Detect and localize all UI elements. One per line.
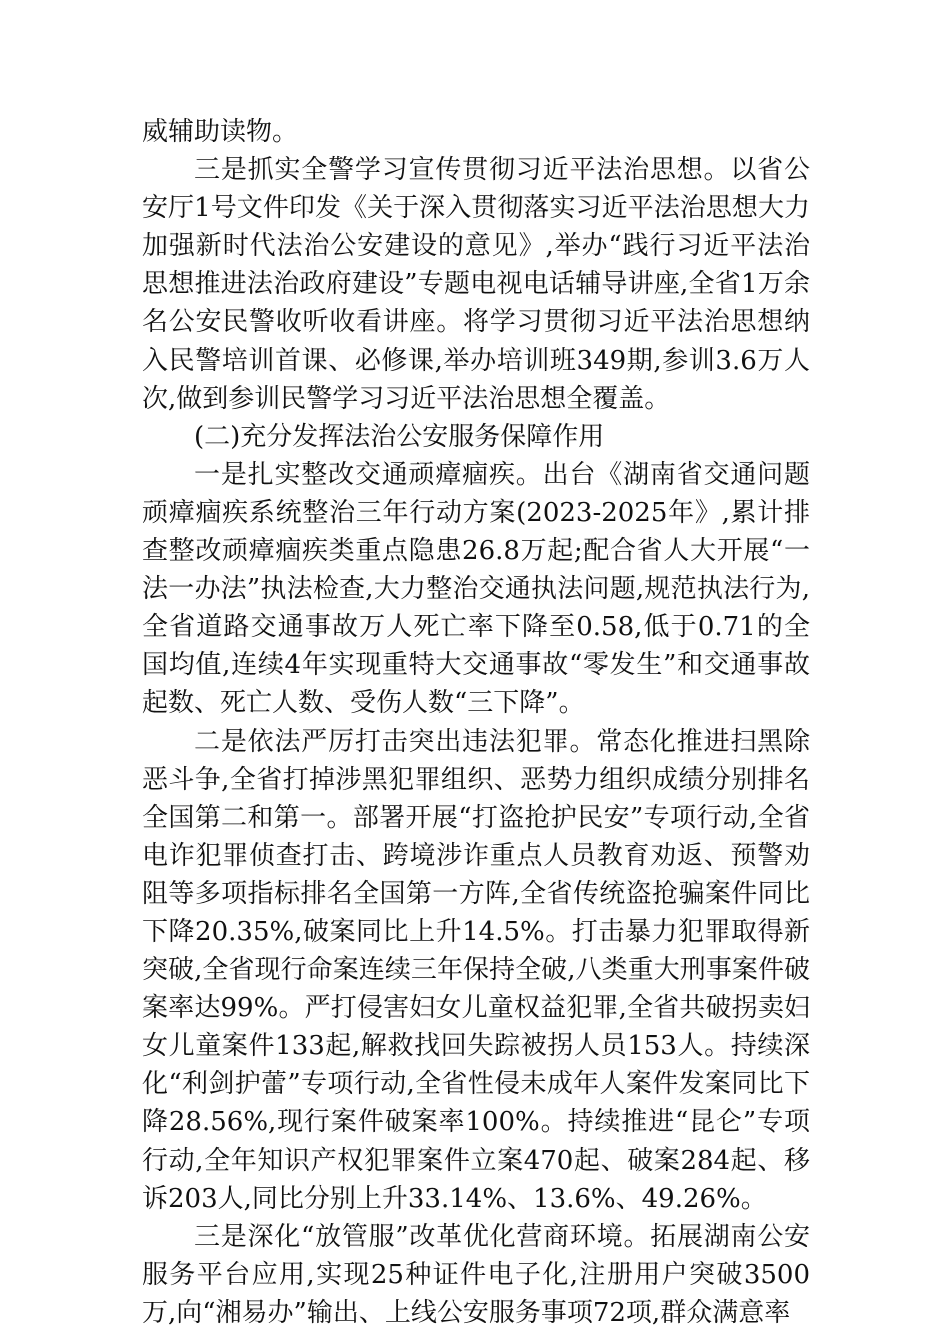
document-page <box>142 113 810 1332</box>
paragraph-continuation: 威辅助读物。 <box>142 117 299 147</box>
paragraph-crime: 二是依法严厉打击突出违法犯罪。常态化推进扫黑除恶斗争,全省打掉涉黑犯罪组织、恶势力组织成绩分别排名全国第二和第一。部署开展“打盗抢护民安”专项行动,全省电诈犯罪侦查打击、跨境涉诈重点人员教育劝返、预警劝阻等多项指标排名全国第一方阵,全省传统盗抢骗案件同比下降20.35%,破案同比上升14.5%。打击暴力犯罪取得新突破,全省现行命案连续三年保持全破,八类重大刑事案件破案率达99%。严打侵害妇女儿童权益犯罪,全省共破拐卖妇女儿童案件133起,解救找回失踪被拐人员153人。持续深化“利剑护蕾”专项行动,全省性侵未成年人案件发案同比下降28.56%,现行案件破案率100%。持续推进“昆仑”专项行动,全年知识产权犯罪案件立案470起、破案284起、移诉203人,同比分别上升33.14%、13.6%、49.26%。 <box>142 726 810 1214</box>
paragraph-study-thought: 三是抓实全警学习宣传贯彻习近平法治思想。以省公安厅1号文件印发《关于深入贯彻落实习近平法治思想大力加强新时代法治公安建设的意见》,举办“践行习近平法治思想推进法治政府建设”专题电视电话辅导讲座,全省1万余名公安民警收听收看讲座。将学习贯彻习近平法治思想纳入民警培训首课、必修课,举办培训班349期,参训3.6万人次,做到参训民警学习习近平法治思想全覆盖。 <box>142 155 810 414</box>
paragraph-traffic: 一是扎实整改交通顽瘴痼疾。出台《湖南省交通问题顽瘴痼疾系统整治三年行动方案(2023-2025年》,累计排查整改顽瘴痼疾类重点隐患26.8万起;配合省人大开展“一法一办法”执法检查,大力整治交通执法问题,规范执法行为,全省道路交通事故万人死亡率下降至0.58,低于0.71的全国均值,连续4年实现重特大交通事故“零发生”和交通事故起数、死亡人数、受伤人数“三下降”。 <box>142 459 810 719</box>
section-heading: (二)充分发挥法治公安服务保障作用 <box>194 421 605 452</box>
paragraph-business-environment: 三是深化“放管服”改革优化营商环境。拓展湖南公安服务平台应用,实现25种证件电子化,注册用户突破3500万,向“湘易办”输出、上线公安服务事项72项,群众满意率 <box>142 1221 810 1328</box>
